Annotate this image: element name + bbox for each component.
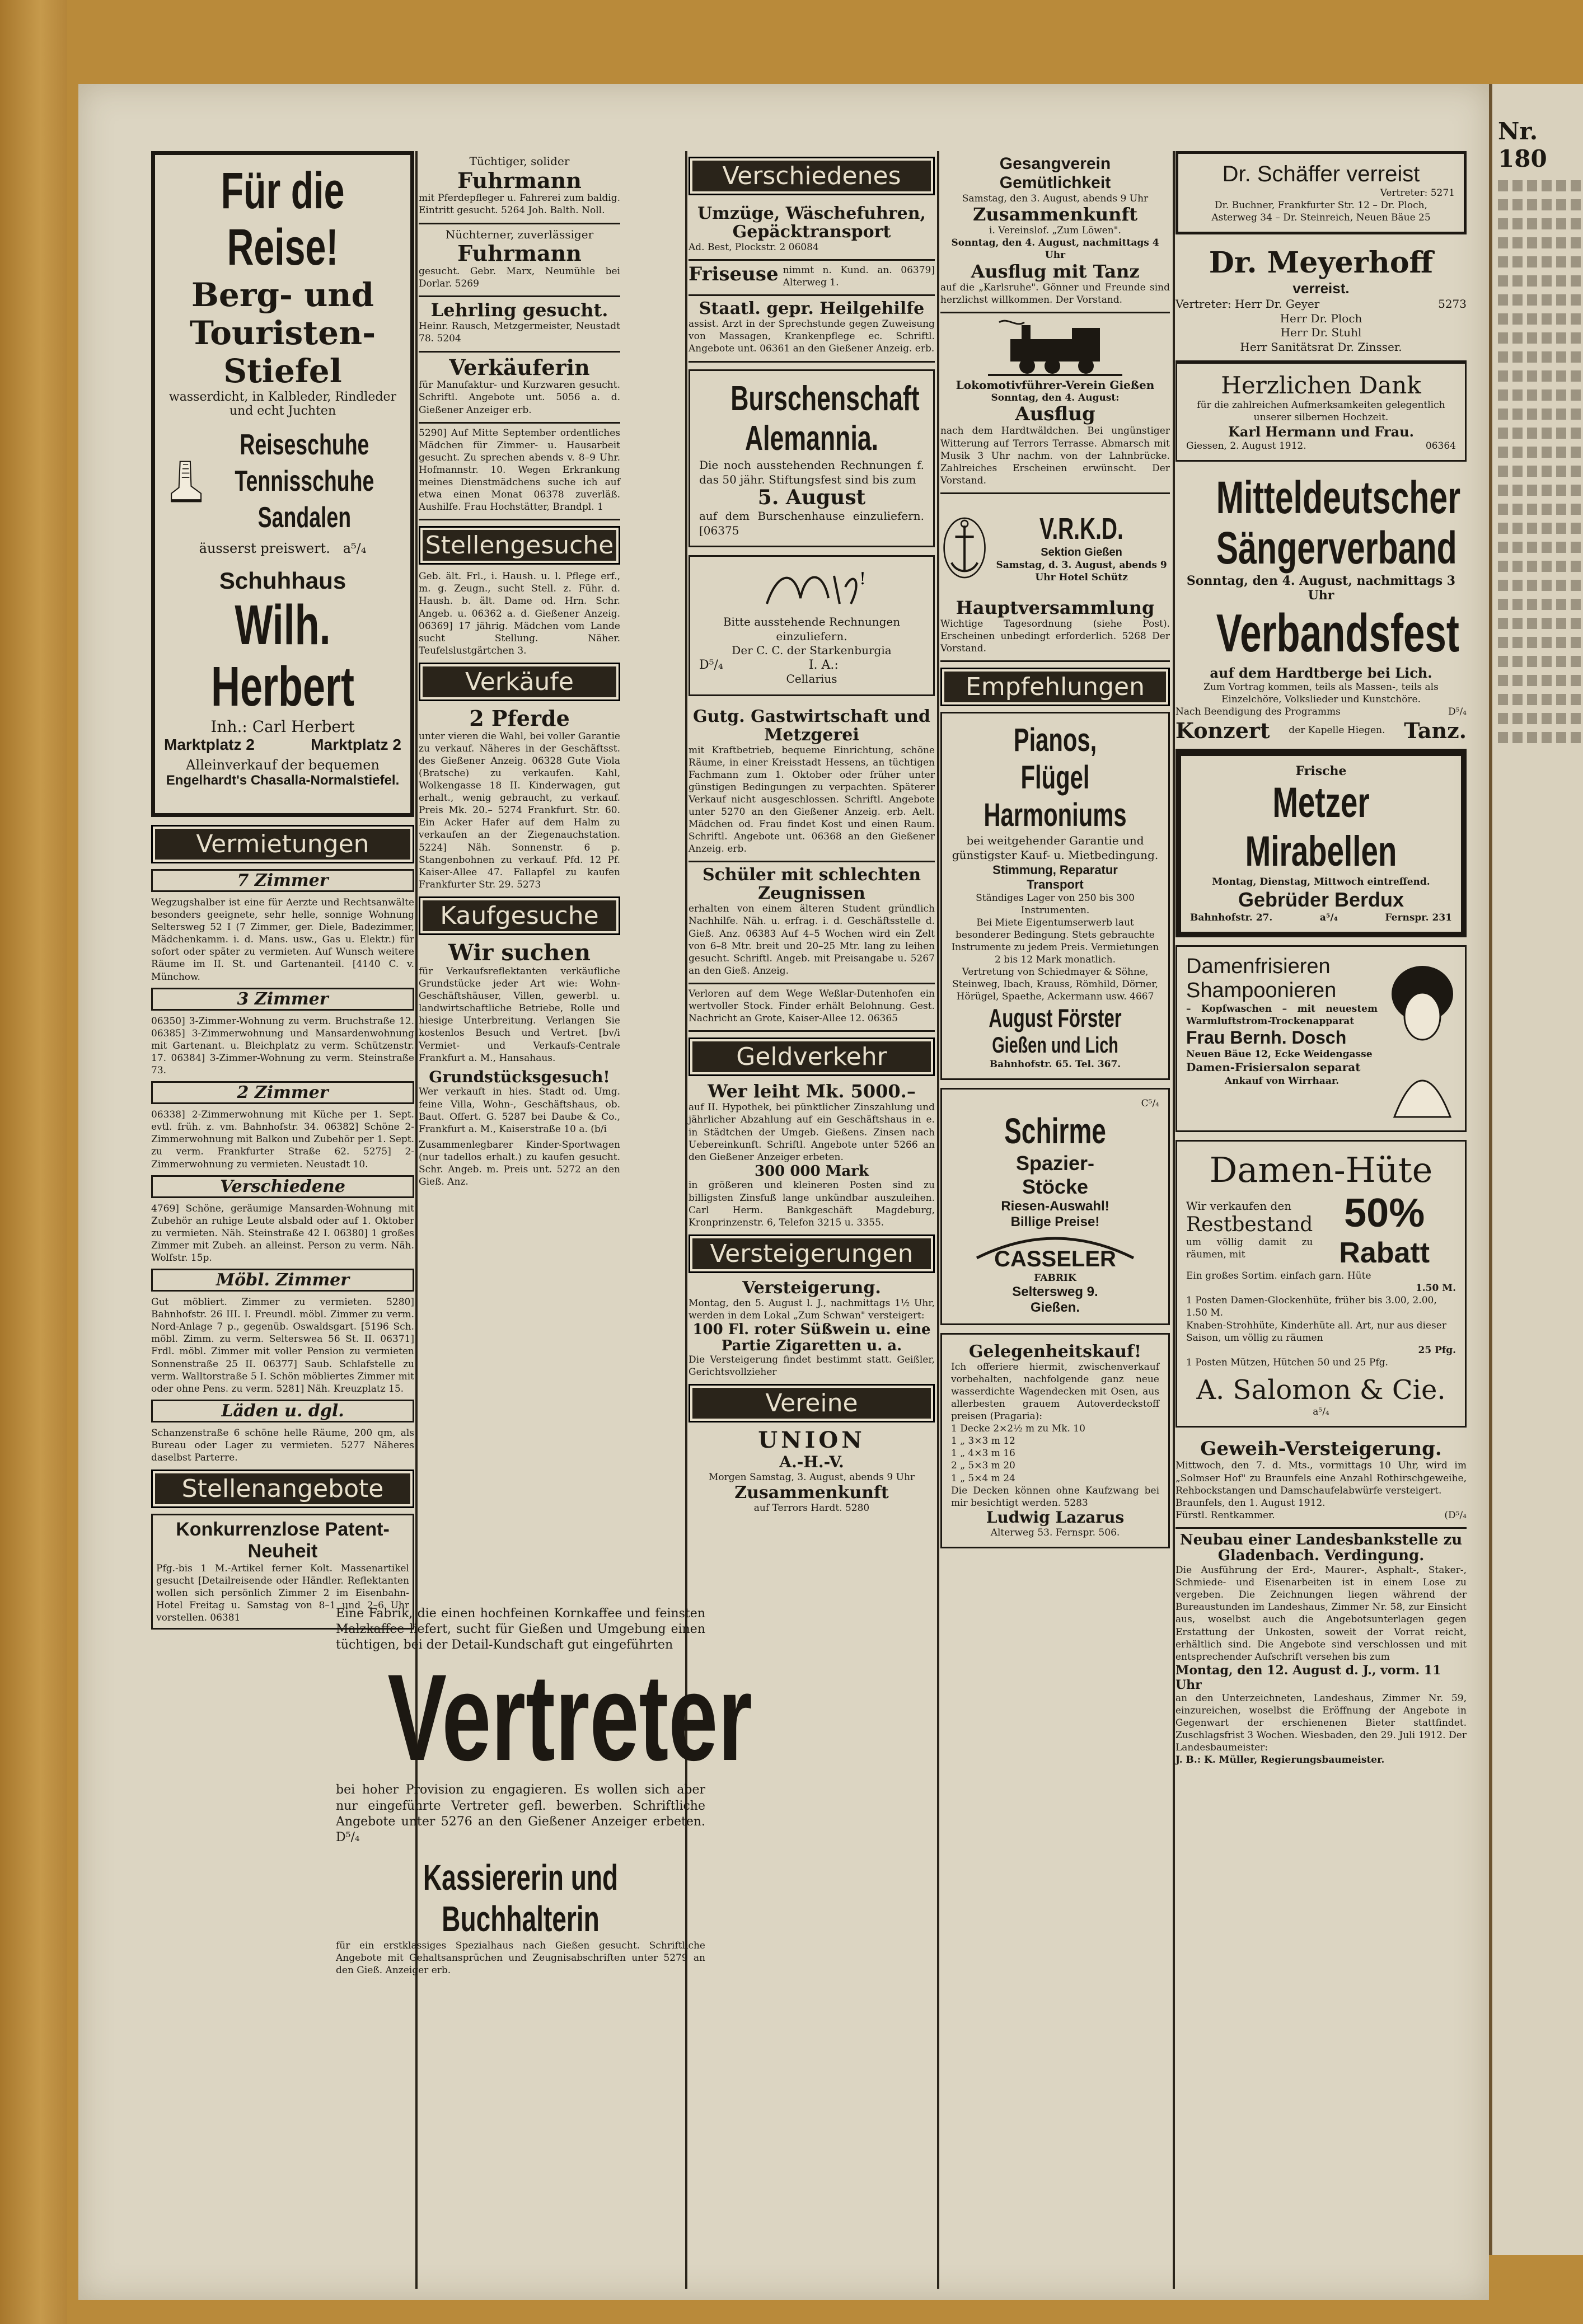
ad-sig: (D⁵/₄: [1444, 1509, 1467, 1521]
ad-name: Ludwig Lazarus: [986, 1508, 1125, 1527]
ad-text: Verloren auf dem Wege Weßlar-Dutenhofen ein wertvoller Stock. Finder erhält Belohnung. Gest. Nachricht an Grote, Kaiser-Allee 12. 06365: [689, 988, 935, 1025]
price: 1.50 M.: [1415, 1283, 1456, 1294]
section-stellenangebote: Stellenangebote: [151, 1469, 414, 1508]
ad-text: gesucht. Gebr. Marx, Neumühle bei Dorlar. 5269: [419, 265, 620, 290]
ad-date: Montag, den 12. August d. J., vorm. 11 Uhr: [1175, 1663, 1441, 1692]
column-3: [689, 151, 935, 2278]
ad-name: Frau Bernh. Dosch: [1186, 1027, 1347, 1048]
ad-text: Rabatt: [1339, 1237, 1430, 1270]
subsection: 7 Zimmer: [151, 869, 414, 892]
ad-head: Gelegenheitskauf!: [968, 1341, 1142, 1361]
subsection: 3 Zimmer: [151, 988, 414, 1011]
ad-head: Stöcke: [1022, 1175, 1089, 1198]
ad-text: Samstag, den 3. August, abends 9 Uhr: [962, 193, 1149, 204]
ad-address: Marktplatz 2: [311, 736, 401, 754]
ad-head: Staatl. gepr. Heilgehilfe: [699, 299, 925, 319]
ad-name: CASSELER: [994, 1246, 1116, 1271]
ad-head: Geweih-Versteigerung.: [1200, 1438, 1442, 1461]
ad-sig: D⁵/₄: [1448, 706, 1467, 717]
ad-head: 2 Pferde: [469, 705, 570, 731]
ad-head: Zusammenkunft: [973, 204, 1137, 226]
classified-text: unter vieren die Wahl, bei voller Garantie zu verkauf. Näheres in der Geschäftsst. des Gießener Anzeig. 06328 Gute Viola (Bratsche) zu verkaufen. Kahl, Wolkengasse 18 II. Kinderwagen, gut erhalt., wenig gebraucht, zu verkauf. Preis Mk. 20.– 5274 Frankfurt. Str. 60. Ein Acker Hafer auf dem Halm zu verkaufen an der Ziegenauchstation. 5224] Näh. Sonnenstr. 6 p. Stangenbohnen zu verkauf. Pfd. 12 Pf. Kaiser-Allee 47. Fallapfel zu kaufen Frankfurter Str. 29. 5273: [419, 730, 620, 890]
boot-icon: [168, 437, 203, 527]
ad-date: Giessen, 2. August 1912.: [1186, 440, 1306, 452]
ad-head: Wer leiht Mk. 5000.–: [708, 1081, 916, 1102]
ad-text: FABRIK: [1034, 1272, 1076, 1284]
ad-text: für Verkaufsreflektanten verkäufliche Grundstücke jeder Art wie: Wohn-Geschäftshäuser, Villen, gewerbl. u. landwirtschaftliche Betriebe, Rolle und hiesige Unterbreitung. Verlangen Sie kostenlos Besuch und Vertret. [bv/i Vermiet- und Verkaufs-Centrale Frankfurt a. M., Hansahaus.: [419, 965, 620, 1064]
ad-text: auf dem Hardtberge bei Lich.: [1210, 664, 1432, 681]
ad-brand: Engelhardt's Chasalla-Normalstiefel.: [166, 773, 400, 788]
ad-text: Samstag, d. 3. August, abends 9 Uhr Hotel Schütz: [996, 560, 1167, 584]
ad-head: Schüler mit schlechten Zeugnissen: [702, 865, 921, 904]
discount-value: 50%: [1344, 1191, 1425, 1236]
ad-text: i. Vereinslof. „Zum Löwen".: [989, 225, 1121, 237]
ad-text: um völlig damit zu räumen, mit: [1186, 1237, 1313, 1261]
ad-text: Herr Dr. Stuhl: [1280, 326, 1362, 340]
ad-sig: J. B.: K. Müller, Regierungsbaumeister.: [1175, 1754, 1385, 1766]
ad-starkenburgia: [689, 555, 935, 696]
ad-text: Ein großes Sortim. einfach garn. Hüte: [1186, 1270, 1371, 1282]
ad-damenfrisieren: [1175, 945, 1467, 1132]
ad-head: Gemütlichkeit: [999, 173, 1111, 192]
next-page-number: Nr. 180: [1498, 118, 1547, 172]
ad-text: Herr Dr. Ploch: [1280, 311, 1362, 325]
ad-text: Billige Preise!: [1010, 1214, 1100, 1229]
ad-text: Die noch ausstehenden Rechnungen f. das 50 jähr. Stiftungsfest sind bis zum: [699, 458, 924, 486]
ad-text: Frische: [1295, 763, 1347, 778]
ad-text: Knaben-Strohhüte, Kinderhüte all. Art, nur aus dieser Saison, um völlig zu räumen: [1186, 1320, 1446, 1344]
ad-text: Bei Miete Eigentumserwerb laut besonderer Bedingung. Stets gebrauchte Instrumente zu jedem Preis. Vermietungen 2 bis 12 Mark monatlich.: [951, 917, 1159, 966]
section-vermietungen: Vermietungen: [151, 825, 414, 863]
list-item: 1 „ 3×3 m 12: [951, 1435, 1015, 1447]
subsection: Möbl. Zimmer: [151, 1269, 414, 1292]
ad-head: Grundstücksgesuch!: [429, 1067, 610, 1086]
ad-text: 5290] Auf Mitte September ordentliches Mädchen für Zimmer- u. Hausarbeit gesucht. Zu sprechen abends v. 8–9 Uhr. Hofmannstr. 10. Wegen Erkrankung meines Dienstmädchens suche ich auf etwa einen Monat 06378 zuverläß. Aushilfe. Frau Hochstätter, Brandpl. 1: [419, 427, 620, 513]
ad-schirme: [940, 1088, 1170, 1325]
ad-head: Damenfrisieren: [1186, 955, 1331, 979]
price: 25 Pfg.: [1418, 1344, 1456, 1356]
classified-text: 06338] 2-Zimmerwohnung mit Küche per 1. Sept. evtl. früh. z. vm. Bahnhofstr. 34. 06382] Schöne 2-Zimmerwohnung mit Balkon und Zubehör per 1. Sept. zu verm. Frankfurter Straße 62. 5275] 2-Zimmerwohnung zu vermieten. Neustadt 10.: [151, 1109, 414, 1170]
ad-text: Restbestand: [1186, 1213, 1313, 1237]
ad-text: Vertreter: 5271: [1380, 187, 1455, 199]
ad-text: äusserst preiswert.: [199, 541, 330, 557]
ad-text: 1 Posten Damen-Glockenhüte, früher bis 3.00, 2.00, 1.50 M.: [1186, 1295, 1437, 1319]
ad-damenhuete: [1175, 1140, 1467, 1428]
ad-text: Damen-Frisiersalon separat: [1186, 1060, 1361, 1074]
ad-text: Ankauf von Wirrhaar.: [1224, 1076, 1340, 1087]
ad-text: Herr Sanitätsrat Dr. Zinsser.: [1240, 340, 1402, 354]
column-rule: [937, 151, 939, 2289]
ad-head: Zusammenkunft: [734, 1483, 889, 1503]
ad-text: 5273: [1438, 297, 1467, 311]
ad-text: Sonntag, den 4. August, nachmittags 3 Uhr: [1186, 574, 1456, 603]
classified-text: 4769] Schöne, geräumige Mansarden-Wohnung mit Zubehör an ruhige Leute alsbald oder auf 1. Oktober zu vermieten. Näh. Steinstraße 42 I. 06380] 1 großes Zimmer mit Zubeh. an alleinst. Person zu verm. Näh. Wolfstr. 15p.: [151, 1203, 414, 1264]
ad-head: Konzert: [1175, 717, 1270, 743]
ad-owner: Inh.: Carl Herbert: [210, 717, 355, 736]
section-stellengesuche: Stellengesuche: [419, 526, 620, 565]
ad-head: UNION: [758, 1427, 865, 1454]
ad-text: Nach Beendigung des Programms: [1175, 706, 1341, 717]
ad-text: Der C. C. der Starkenburgia: [732, 644, 892, 658]
ad-text: bei weitgehender Garantie und günstigster Kauf- u. Mietbedingung.: [952, 834, 1159, 862]
ad-head: Konkurrenzlose Patent-Neuheit: [176, 1519, 390, 1562]
ad-gelegenheit: [940, 1333, 1170, 1548]
ad-head: Wir suchen: [448, 939, 591, 966]
ad-text: Ad. Best, Plockstr. 2 06084: [689, 242, 819, 253]
classified-text: Schanzenstraße 6 schöne helle Räume, 200 qm, als Bureau oder Lager zu vermieten. 5277 Näheres daselbst Parterre.: [151, 1427, 414, 1463]
ad-text: Fernspr. 231: [1385, 912, 1452, 924]
ad-text: assist. Arzt in der Sprechstunde gegen Zuweisung von Massagen, Krankenpflege ec. Schriftl. Angebote unt. 06361 an den Gießener Anzeig. erb.: [689, 318, 935, 355]
ad-text: Asterweg 34 – Dr. Steinreich, Neuen Bäue 25: [1211, 212, 1431, 224]
ad-head: Lehrling gesucht.: [430, 299, 608, 321]
locomotive-icon: [988, 317, 1122, 378]
ad-head: Shampoonieren: [1186, 979, 1337, 1003]
ad-head: A.-H.-V.: [779, 1453, 844, 1472]
ad-head: Gesangverein: [999, 154, 1111, 173]
ad-text: Bitte ausstehende Rechnungen einzuliefern.: [723, 615, 901, 643]
section-verschiedenes: Verschiedenes: [689, 157, 935, 195]
ad-head: Pianos, Flügel: [1013, 722, 1097, 796]
ad-sig: a⁵/₄: [1319, 912, 1338, 924]
ad-head: 100 Fl. roter Süßwein u. eine Partie Zigaretten u. a.: [692, 1321, 931, 1354]
ad-head: Vertreter: [387, 1649, 753, 1787]
ad-text: für ein erstklassiges Spezialhaus nach Gießen gesucht. Schriftliche Angebote mit Gehaltsansprüchen und Zeugnisabschriften unter 5279 an den Gieß. Anzeiger erb.: [336, 1940, 705, 1976]
ad-text: Karl Hermann und Frau.: [1228, 423, 1414, 440]
ad-text: nimmt n. Kund. an. 06379] Alterweg 1.: [783, 265, 935, 289]
list-item: 1 „ 5×4 m 24: [951, 1472, 1015, 1484]
ad-text: für Manufaktur- und Kurzwaren gesucht. Schriftl. Angebote unt. 5056 a. d. Gießener Anzeiger erb.: [419, 379, 620, 416]
ad-text: Eine Fabrik, die einen hochfeinen Kornkaffee und feinsten Malzkaffee liefert, sucht für Gießen und Umgebung einen tüchtigen, bei der Detail-Kundschaft gut eingeführten: [336, 1607, 705, 1652]
ad-head: Fuhrmann: [457, 167, 582, 193]
ad-head: V.R.K.D.: [1039, 512, 1123, 546]
ad-text: Cellarius: [786, 672, 837, 686]
section-verkaeufe: Verkäufe: [419, 663, 620, 701]
ad-shop: Schuhhaus: [219, 567, 346, 594]
ad-address: Bahnhofstr. 27.: [1190, 912, 1273, 924]
ad-text: auf die „Karlsruhe". Gönner und Freunde sind herzlichst willkommen. Der Vorstand.: [940, 281, 1170, 306]
column-5: [1175, 151, 1467, 2278]
ad-head: Spazier-: [1015, 1151, 1095, 1175]
ad-text: Pfg.-bis 1 M.-Artikel ferner Kolt. Massenartikel gesucht [Detailreisende oder Händler. Reflektanten wollen sich persönlich Zimmer 2 im Eisenbahn-Hotel Freitag u. Samstag von 8–1 und 2–6 Uhr vorstellen. 06381: [156, 1563, 409, 1624]
ad-text: Wer verkauft in hies. Stadt od. Umg. feine Villa, Wohn-, Geschäftshaus, ob. Baut. Offert. G. 5287 bei Daube & Co., Frankfurt a. M., Kaiserstraße 10 a. (b/i: [419, 1086, 620, 1135]
ad-text: Stimmung, Reparatur: [992, 862, 1118, 877]
subsection: Läden u. dgl.: [151, 1400, 414, 1422]
ad-head: Harmoniums: [983, 797, 1127, 834]
ad-text: auf Terrors Hardt. 5280: [753, 1503, 870, 1514]
ad-head: Hauptversammlung: [956, 597, 1155, 618]
ad-text: in größeren und kleineren Posten sind zu billigsten Zinsfuß lange unkündbar auszuleihen. Carl Herm. Bankgeschäft Magdeburg, Kronprinzenstr. 6, Telefon 3215 u. 3355.: [689, 1180, 935, 1228]
ad-address: Bahnhofstr. 65. Tel. 367.: [989, 1059, 1121, 1071]
ad-text: Alleinverkauf der bequemen: [186, 757, 380, 773]
ad-sig: Fürstl. Rentkammer.: [1175, 1509, 1275, 1521]
ad-text: Vertretung von Schiedmayer & Söhne, Steinweg, Ibach, Krauss, Römhild, Dörner, Hörügel, Spaethe, Ackermann usw. 4667: [952, 966, 1158, 1003]
ad-text: Sonntag, den 4. August:: [991, 392, 1120, 403]
ad-text: Montag, Dienstag, Mittwoch eintreffend.: [1212, 876, 1430, 888]
ad-text: Montag, den 5. August l. J., nachmittags 1½ Uhr, werden in dem Lokal „Zum Schwan" versteigert:: [689, 1297, 935, 1321]
ad-text: mit Pferdepfleger u. Fahrerei zum baldig. Eintritt gesucht. 5264 Joh. Balth. Noll.: [419, 193, 620, 217]
ad-head: Friseuse: [689, 263, 779, 286]
svg-text:!: !: [859, 569, 867, 589]
ad-text: 06364: [1425, 440, 1456, 452]
ad-text: 1 Posten Mützen, Hütchen 50 und 25 Pfg.: [1186, 1356, 1388, 1368]
ad-sig: a⁵/₄: [1313, 1406, 1329, 1417]
section-kaufgesuche: Kaufgesuche: [419, 896, 620, 935]
subsection: 2 Zimmer: [151, 1081, 414, 1104]
ad-text: auf dem Burschenhause einzuliefern. [06375: [699, 509, 924, 537]
newspaper-page: [78, 84, 1489, 2300]
ad-metzer: [1175, 750, 1467, 937]
ad-text: wasserdicht, in Kalbleder, Rindleder und echt Juchten: [168, 390, 397, 419]
ad-text: Transport: [1027, 877, 1084, 891]
ad-head: Umzüge, Wäschefuhren, Gepäcktransport: [697, 204, 926, 242]
ad-address: Marktplatz 2: [164, 736, 255, 754]
ad-text: mit Kraftbetrieb, bequeme Einrichtung, schöne Räume, in einer Kreisstadt Hessens, an tüchtigen Fachmann zum 1. Oktober oder früher unter günstigen Bedingungen zu verpachten. Späterer Verkauf nicht ausgeschlossen. Schriftl. Angebote unter 5270 an den Gießener Anzeig. erb. Aelt. Mädchen od. Frau findet Kost und einen Raum. Schriftl. Angebote unt. 06368 an den Gießener Anzeig. erb.: [689, 744, 935, 855]
ad-head: Metzer Mirabellen: [1245, 778, 1397, 875]
ad-head: Neubau einer Landesbankstelle zu Gladenbach. Verdingung.: [1179, 1531, 1463, 1565]
ad-text: Zusammenlegbarer Kinder-Sportwagen (nur tadellos erhalt.) zu kaufen gesucht. Schr. Angeb. m. Preis unt. 5272 an den Gieß. Anz.: [419, 1139, 620, 1188]
ad-pre: Tüchtiger, solider: [469, 154, 570, 168]
ad-text: Vertreter: Herr Dr. Geyer: [1175, 297, 1320, 311]
ad-head: Fuhrmann: [457, 241, 582, 266]
section-geldverkehr: Geldverkehr: [689, 1037, 935, 1076]
ad-dank: [1175, 362, 1467, 462]
ad-text: erhalten von einem älteren Student gründlich Nachhilfe. Näh. u. erfrag. i. d. Geschäftsstelle d. Gieß. Anz. 06383 Auf 4–5 Wochen wird ein Zelt von 6–8 Mtr. breit und 20–25 Mtr. lang zu leihen gesucht. Schriftl. Angeb. mit Preisangabe u. 5267 an den Gieß. Anzeig.: [689, 903, 935, 976]
ad-name: August Förster: [989, 1003, 1122, 1033]
ad-sig: D⁵/₄: [699, 658, 723, 672]
column-4: [940, 151, 1170, 2278]
ad-head: Dr. Schäffer verreist: [1222, 162, 1420, 186]
section-versteigerungen: Versteigerungen: [689, 1234, 935, 1273]
list-item: 1 Decke 2×2½ m zu Mk. 10: [951, 1423, 1085, 1435]
ad-text: Mittwoch, den 7. d. Mts., vormittags 10 Uhr, wird im „Solmser Hof" zu Braunfels eine Anzahl Rothirschgeweihe, Rehbockstangen und Damschaufelabwürfe versteigert.: [1175, 1460, 1467, 1496]
ad-sig: C⁵/₄: [1141, 1098, 1159, 1110]
ad-head: Gutg. Gastwirtschaft und Metzgerei: [692, 706, 931, 745]
ad-name: A. Salomon & Cie.: [1196, 1374, 1446, 1406]
ad-name: Gebrüder Berdux: [1238, 888, 1404, 912]
ad-head: Kassiererin und Buchhalterin: [423, 1857, 619, 1940]
ad-text: Die Ausführung der Erd-, Maurer-, Asphalt-, Staker-, Schmiede- und Eisenarbeiten ist in einem Lose zu vergeben. Die Zeichnungen liegen während der Bureaustunden im Landeshaus, Zimmer Nr. 58, zur Einsicht aus, woselbst auch die Angebotsunterlagen gegen Erstattung der Unkosten, soweit der Vorrat reicht, erhältlich sind. Die Angebote sind verschlossen und mit entsprechender Aufschrift versehen bis zum: [1175, 1565, 1467, 1663]
ad-reise-shoes: [151, 151, 414, 817]
ad-line: Berg- und: [191, 276, 374, 314]
classified-text: Wegzugshalber ist eine für Aerzte und Rechtsanwälte besonders geeignete, sehr helle, sonnige Wohnung Seltersweg 52 I (7 Zimmer, ger. Diele, Badezimmer, Mädchenkamm. i. d. Mans. usw., Gas u. Elektr.) für sofort oder später zu vermieten. Auf Wunsch weitere Räume im II. St. und Gartenanteil. [4140 C. v. Münchow.: [151, 897, 414, 983]
ad-head: Schirme: [1004, 1110, 1106, 1151]
ad-sig: a⁵/₄: [343, 541, 367, 557]
ad-head: Versteigerung.: [742, 1278, 881, 1298]
lady-portrait-icon: [1383, 955, 1456, 1123]
ad-address: Seltersweg 9.: [1012, 1284, 1098, 1299]
ad-text: der Kapelle Hiegen.: [1289, 725, 1385, 736]
ad-text: verreist.: [1292, 280, 1350, 297]
ad-pianos: [940, 712, 1170, 1080]
ad-title: Alemannia.: [744, 419, 879, 458]
column-rule: [1173, 151, 1175, 2289]
ad-text: Ich offeriere hiermit, zwischenverkauf vorbehalten, nachfolgende ganz neue wasserdichte Wagendecken mit Osen, aus allerbesten grauem Autoverdeckstoff preisen (Pragaria):: [951, 1361, 1159, 1422]
ad-text: I. A.:: [808, 658, 839, 672]
ad-date: 5. August: [757, 486, 866, 510]
ad-text: Heinr. Rausch, Metzgermeister, Neustadt 78. 5204: [419, 321, 620, 345]
ad-head: Herzlichen Dank: [1221, 371, 1421, 399]
ad-text: Morgen Samstag, 3. August, abends 9 Uhr: [708, 1472, 915, 1483]
ad-text: Die Decken können ohne Kaufzwang bei mir besichtigt werden. 5283: [951, 1485, 1159, 1509]
ad-head: Lokomotivführer-Verein Gießen: [956, 378, 1155, 392]
classified-text: Geb. ält. Frl., i. Haush. u. l. Pflege erf., m. g. Zeugn., sucht Stell. z. Führ. d. Haush. b. ält. Dame od. Hrn. Schr. Angeb. u. 06362 a. d. Gießener Anzeig. 06369] 17 jährig. Mädchen vom Lande sucht Stellung. Näher. Teufelslustgärtchen 3.: [419, 571, 620, 656]
ad-text: nach dem Hardtwäldchen. Bei ungünstiger Witterung auf Terrors Terrasse. Abmarsch mit Musik 3 Uhr nachm. von der Lahnbrücke. Zahlreiches Erscheinen erwünscht. Der Vorstand.: [940, 425, 1170, 486]
ad-head: Dr. Meyerhoff: [1209, 246, 1434, 280]
list-item: 2 „ 5×3 m 20: [951, 1460, 1015, 1472]
subsection: Verschiedene: [151, 1175, 414, 1198]
ad-head: Verkäuferin: [449, 354, 590, 380]
ad-text: Riesen-Auswahl!: [1001, 1198, 1109, 1214]
ad-text: Dr. Buchner, Frankfurter Str. 12 – Dr. Ploch,: [1215, 200, 1427, 212]
ad-text: an den Unterzeichneten, Landeshaus, Zimmer Nr. 59, einzureichen, woselbst die Eröffnung der Angebote in Gegenwart der erschienenen Bieter stattfindet. Zuschlagsfrist 3 Wochen. Wiesbaden, den 29. Juli 1912. Der Landesbaumeister:: [1175, 1692, 1467, 1754]
ad-address: Gießen.: [1030, 1299, 1080, 1315]
section-vereine: Vereine: [689, 1384, 935, 1422]
anchor-emblem-icon: [940, 497, 989, 598]
fraternity-cipher-icon: [756, 565, 868, 615]
ad-text: bei hoher Provision zu engagieren. Es wollen sich aber nur eingeführte Vertreter gefl. bewerben. Schriftliche Angebote unter 5276 an den Gießener Anzeiger erbeten. D⁵/₄: [336, 1783, 705, 1844]
ad-name: Gießen und Lich: [992, 1033, 1118, 1058]
ad-text: Wichtige Tagesordnung (siehe Post). Erscheinen unbedingt erforderlich. 5268 Der Vorstand.: [940, 618, 1170, 655]
ad-text: Ständiges Lager von 250 bis 300 Instrumenten.: [976, 892, 1135, 916]
ad-item: Tennisschuhe: [235, 465, 374, 498]
ad-address: Alterweg 53. Fernspr. 506.: [990, 1527, 1120, 1538]
ad-text: Sonntag, den 4. August, nachmittags 4 Uhr: [951, 237, 1159, 261]
vertreter-block: [336, 1606, 753, 1976]
next-page-edge: [1489, 84, 1583, 2255]
ad-pre: Nüchterner, zuverlässiger: [445, 227, 594, 241]
ad-text: Wir verkaufen den: [1186, 1199, 1292, 1213]
ad-burschenschaft: [689, 369, 935, 548]
ad-head: Ausflug mit Tanz: [971, 260, 1140, 282]
ad-head: 300 000 Mark: [755, 1162, 869, 1180]
ad-head: Verbandsfest: [1216, 603, 1459, 664]
ad-address: Neuen Bäue 12, Ecke Weidengasse: [1186, 1049, 1373, 1060]
ad-text: auf II. Hypothek, bei pünktlicher Zinszahlung und jährlicher Abzahlung auf ein Geschäftshaus in e. in Städtchen der Umgeb. Gießens. Zinsen nach Uebereinkunft. Schriftl. Angebote unter 5266 an den Gießener Anzeiger erbeten.: [689, 1102, 935, 1163]
ad-schaeffer: [1175, 151, 1467, 234]
ad-head: Ausflug: [1015, 403, 1095, 426]
ad-text: – Kopfwaschen – mit neuestem Warmluftstrom-Trockenapparat: [1186, 1003, 1378, 1027]
ad-head: Tanz.: [1404, 717, 1467, 743]
ad-text: Sektion Gießen: [1041, 546, 1122, 559]
ad-text: Zum Vortrag kommen, teils als Massen-, teils als Einzelchöre, Volkslieder und Kunstchöre.: [1203, 681, 1439, 705]
binding-edge: [0, 0, 67, 2324]
ad-item: Sandalen: [257, 501, 352, 534]
classified-text: Gut möbliert. Zimmer zu vermieten. 5280] Bahnhofstr. 26 III. I. Freundl. möbl. Zimmer zu verm. Nord-Anlage 7 p., gegenüb. Oswaldsgart. [5196 Sch. möbl. Zimm. zu verm. Selterswea 56 St. II. 06371] Frdl. möbl. Zimmer mit voller Pension zu vermieten Sonnenstraße 25 II. 06377] Saub. Schlafstelle zu verm. Walltorstraße 5 I. Schön möbliertes Zimmer mit oder ohne Pens. zu verm. 5281] Näh. Kreuzplatz 15.: [151, 1297, 414, 1395]
ad-item: Reiseschuhe: [240, 429, 369, 462]
list-item: 1 „ 4×3 m 16: [951, 1448, 1015, 1459]
ad-text: für die zahlreichen Aufmerksamkeiten gelegentlich unserer silbernen Hochzeit.: [1197, 399, 1445, 423]
ad-line: Touristen-Stiefel: [189, 314, 376, 391]
classified-text: 06350] 3-Zimmer-Wohnung zu verm. Bruchstraße 12. 06385] 3-Zimmerwohnung und Mansardenwohnung mit Gartenant. u. Bleichplatz zu verm. Schützenstr. 17. 06384] 3-Zimmer-Wohnung zu verm. Steinstraße 73.: [151, 1015, 414, 1077]
section-empfehlungen: Empfehlungen: [940, 668, 1170, 706]
ad-title: Burschenschaft: [730, 379, 920, 418]
ad-title: Für die Reise!: [221, 162, 345, 276]
ad-text: Die Versteigerung findet bestimmt statt. Geißler, Gerichtsvollzieher: [689, 1354, 935, 1378]
ad-date: Braunfels, den 1. August 1912.: [1175, 1497, 1326, 1509]
ad-head: Damen-Hüte: [1209, 1149, 1433, 1191]
ad-head: Mitteldeutscher: [1216, 472, 1461, 523]
ad-name: Wilh. Herbert: [210, 594, 355, 719]
ad-head: Sängerverband: [1216, 523, 1457, 574]
